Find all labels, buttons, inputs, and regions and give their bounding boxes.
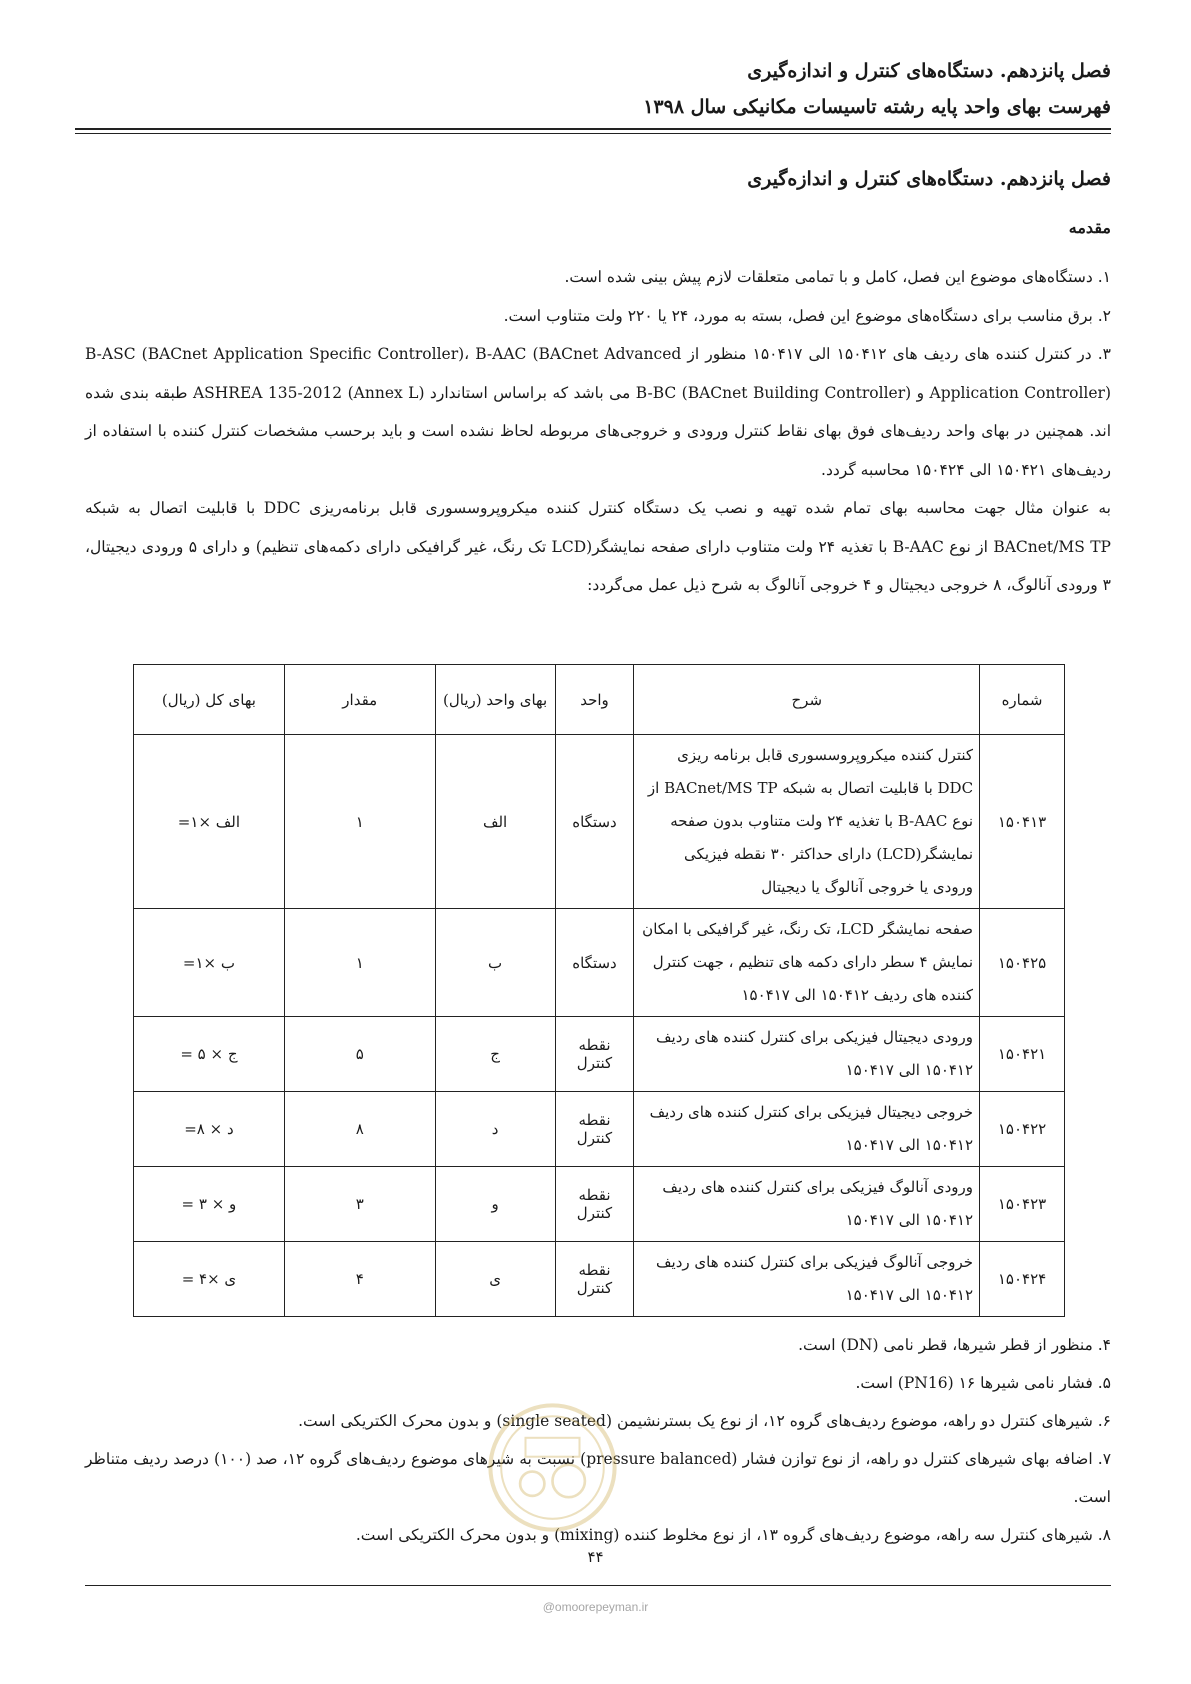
note-4: ۴. منظور از قطر شیرها، قطر نامی (DN) است. bbox=[798, 1336, 1111, 1354]
chapter-title: فصل پانزدهم. دستگاه‌های کنترل و اندازه‌گیری bbox=[747, 168, 1111, 190]
cell-description: صفحه نمایشگر LCD، تک رنگ، غیر گرافیکی با امکان نمایش ۴ سطر دارای دکمه های تنظیم ، جهت کنترل کننده های ردیف ۱۵۰۴۱۲ الی ۱۵۰۴۱۷ bbox=[634, 909, 980, 1017]
cell-quantity: ۱ bbox=[284, 735, 435, 909]
cell-unit-price: و bbox=[435, 1167, 555, 1242]
page-number: ۴۴ bbox=[587, 1548, 604, 1566]
cell-number: ۱۵۰۴۲۲ bbox=[980, 1092, 1065, 1167]
cell-unit-price: ج bbox=[435, 1017, 555, 1092]
footer-rule bbox=[85, 1585, 1111, 1586]
watermark-url: @omoorepeyman.ir bbox=[542, 1600, 649, 1614]
table-row bbox=[134, 1017, 1065, 1092]
cell-total: د × ۸= bbox=[134, 1092, 285, 1167]
cell-unit: نقطه کنترل bbox=[555, 1017, 634, 1092]
cell-number: ۱۵۰۴۲۳ bbox=[980, 1167, 1065, 1242]
note-8: ۸. شیرهای کنترل سه راهه، موضوع ردیف‌های گروه ۱۳، از نوع مخلوط کننده (mixing) و بدون محرک الکتریکی است. bbox=[355, 1526, 1111, 1544]
cell-number: ۱۵۰۴۲۱ bbox=[980, 1017, 1065, 1092]
cell-number: ۱۵۰۴۱۳ bbox=[980, 735, 1065, 909]
note-6: ۶. شیرهای کنترل دو راهه، موضوع ردیف‌های گروه ۱۲، از نوع یک بسترنشیمن (single seated) و بدون محرک الکتریکی است. bbox=[298, 1412, 1111, 1430]
cell-quantity: ۵ bbox=[284, 1017, 435, 1092]
cell-quantity: ۸ bbox=[284, 1092, 435, 1167]
cell-description: کنترل کننده میکروپروسسوری قابل برنامه ریزی DDC با قابلیت اتصال به شبکه BACnet/MS TP از نوع B-AAC با تغذیه ۲۴ ولت متناوب بدون صفحه نمایشگر(LCD) دارای حداکثر ۳۰ نقطه فیزیکی ورودی یا خروجی آنالوگ یا دیجیتال bbox=[634, 735, 980, 909]
watermark-seal-icon bbox=[485, 1400, 620, 1535]
cell-total: ج × ۵ = bbox=[134, 1017, 285, 1092]
col-header-quantity: مقدار bbox=[284, 665, 435, 735]
table-row bbox=[134, 1167, 1065, 1242]
cell-unit-price: الف bbox=[435, 735, 555, 909]
col-header-unit-price: بهای واحد (ریال) bbox=[435, 665, 555, 735]
cell-unit: نقطه کنترل bbox=[555, 1242, 634, 1317]
paragraph-1: ۱. دستگاه‌های موضوع این فصل، کامل و با تمامی متعلقات لازم پیش بینی شده است. bbox=[564, 268, 1111, 286]
table-row bbox=[134, 1092, 1065, 1167]
note-7: ۷. اضافه بهای شیرهای کنترل دو راهه، از نوع توازن فشار (pressure balanced) نسبت به شیرهای موضوع ردیف‌های گروه ۱۲، صد (۱۰۰) درصد ردیف متناظر است. bbox=[85, 1450, 1112, 1506]
col-header-total: بهای کل (ریال) bbox=[134, 665, 285, 735]
cell-quantity: ۱ bbox=[284, 909, 435, 1017]
cell-description: ورودی آنالوگ فیزیکی برای کنترل کننده های ردیف ۱۵۰۴۱۲ الی ۱۵۰۴۱۷ bbox=[634, 1167, 980, 1242]
cell-total: و × ۳ = bbox=[134, 1167, 285, 1242]
cell-number: ۱۵۰۴۲۴ bbox=[980, 1242, 1065, 1317]
running-header-chapter: فصل پانزدهم. دستگاه‌های کنترل و اندازه‌گیری bbox=[747, 60, 1111, 82]
paragraph-2: ۲. برق مناسب برای دستگاه‌های موضوع این فصل، بسته به مورد، ۲۴ یا ۲۲۰ ولت متناوب است. bbox=[503, 306, 1111, 325]
col-header-unit: واحد bbox=[555, 665, 634, 735]
cell-description: خروجی آنالوگ فیزیکی برای کنترل کننده های ردیف ۱۵۰۴۱۲ الی ۱۵۰۴۱۷ bbox=[634, 1242, 980, 1317]
header-rule-thin bbox=[75, 133, 1111, 134]
running-header-title: فهرست بهای واحد پایه رشته تاسیسات مکانیکی سال ۱۳۹۸ bbox=[643, 96, 1111, 118]
intro-body bbox=[85, 258, 1111, 605]
cell-description: ورودی دیجیتال فیزیکی برای کنترل کننده های ردیف ۱۵۰۴۱۲ الی ۱۵۰۴۱۷ bbox=[634, 1017, 980, 1092]
cell-unit-price: د bbox=[435, 1092, 555, 1167]
cell-quantity: ۳ bbox=[284, 1167, 435, 1242]
table-row bbox=[134, 735, 1065, 909]
col-header-description: شرح bbox=[634, 665, 980, 735]
cell-total: ب ×۱= bbox=[134, 909, 285, 1017]
paragraph-3: ۳. در کنترل کننده های ردیف های ۱۵۰۴۱۲ الی ۱۵۰۴۱۷ منظور از B-ASC (BACnet Application Specific Controller)، B-AAC (BACnet Advanced Application Controller) و B-BC (BACnet Building Controller) می باشد که براساس استاندارد (Annex L) ASHREA 135-2012 طبقه بندی شده اند. همچنین در بهای واحد ردیف‌های فوق بهای نقاط کنترل ورودی و خروجی‌های مربوطه لحاظ نشده است و باید برحسب مشخصات کنترل کننده با استفاده از ردیف‌های ۱۵۰۴۲۱ الی ۱۵۰۴۲۴ محاسبه گردد. bbox=[85, 345, 1111, 479]
table-header-row bbox=[134, 665, 1065, 735]
cell-unit-price: ب bbox=[435, 909, 555, 1017]
cell-unit: دستگاه bbox=[555, 909, 634, 1017]
price-table bbox=[133, 664, 1065, 1317]
note-5: ۵. فشار نامی شیرها ۱۶ (PN16) است. bbox=[855, 1374, 1111, 1392]
cell-unit: نقطه کنترل bbox=[555, 1092, 634, 1167]
table-row bbox=[134, 1242, 1065, 1317]
cell-unit: نقطه کنترل bbox=[555, 1167, 634, 1242]
paragraph-4: به عنوان مثال جهت محاسبه بهای تمام شده تهیه و نصب یک دستگاه کنترل کننده میکروپروسسوری قابل برنامه‌ریزی DDC با قابلیت اتصال به شبکه BACnet/MS TP از نوع B-AAC با تغذیه ۲۴ ولت متناوب دارای صفحه نمایشگر(LCD تک رنگ، غیر گرافیکی دارای دکمه‌های تنظیم) و دارای ۵ ورودی دیجیتال، ۳ ورودی آنالوگ، ۸ خروجی دیجیتال و ۴ خروجی آنالوگ به شرح ذیل عمل می‌گردد: bbox=[85, 499, 1111, 594]
cell-unit-price: ی bbox=[435, 1242, 555, 1317]
header-rule-thick bbox=[75, 128, 1111, 130]
cell-total: الف ×۱= bbox=[134, 735, 285, 909]
cell-number: ۱۵۰۴۲۵ bbox=[980, 909, 1065, 1017]
cell-quantity: ۴ bbox=[284, 1242, 435, 1317]
col-header-number: شماره bbox=[980, 665, 1065, 735]
intro-heading: مقدمه bbox=[1068, 218, 1111, 237]
cell-description: خروجی دیجیتال فیزیکی برای کنترل کننده های ردیف ۱۵۰۴۱۲ الی ۱۵۰۴۱۷ bbox=[634, 1092, 980, 1167]
cell-total: ی ×۴ = bbox=[134, 1242, 285, 1317]
cell-unit: دستگاه bbox=[555, 735, 634, 909]
table-row bbox=[134, 909, 1065, 1017]
